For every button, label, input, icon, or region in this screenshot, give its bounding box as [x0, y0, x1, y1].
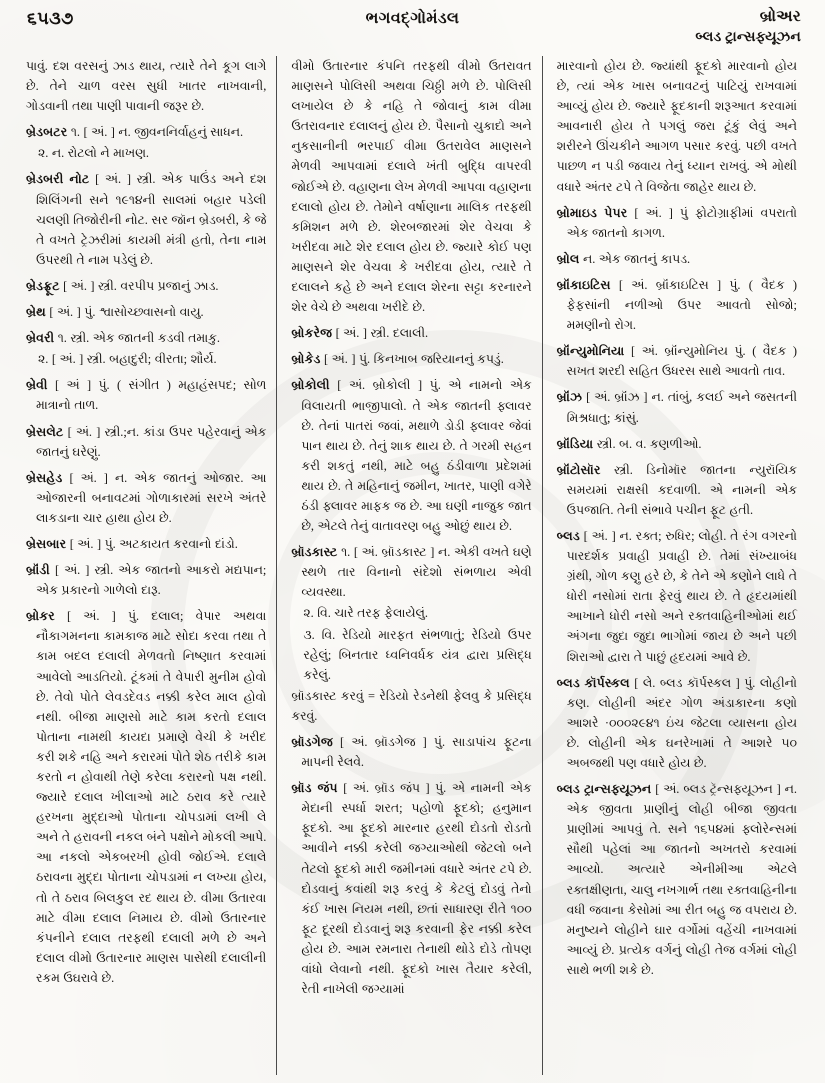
entry-headword: બ્રેસલેટ — [26, 424, 64, 439]
guide-word-first: બ્રોઅર — [759, 8, 801, 25]
entry-headword: બ્રોકેડ — [291, 352, 321, 367]
entry-definition: [ અં. ] સ્ત્રી.;ન. કાંડા ઉપર પહેરવાનું એક જાતનું ઘરેણું. — [36, 424, 267, 459]
dictionary-entry — [26, 468, 266, 528]
entry-headword: બ્રૉંટોસૉર — [556, 462, 601, 477]
column-2 — [276, 56, 541, 1075]
entry-headword: બ્રોલ — [556, 251, 580, 266]
entry-sense — [291, 603, 531, 623]
entry-paragraph-text: ૨. [ અં. ] સ્ત્રી. બહાદુરી; વીરતા; શૌર્ય. — [38, 352, 217, 367]
column-3 — [542, 56, 807, 1075]
dictionary-entry — [557, 779, 797, 980]
dictionary-entry — [557, 275, 797, 335]
dictionary-entry — [26, 302, 266, 322]
entry-headword: બ્રૉંડિયા — [556, 436, 594, 451]
entry-paragraph-text: ૨. વિ. ચારે તરફ ફેલાયેલું. — [303, 606, 428, 621]
dictionary-entry — [26, 606, 266, 988]
dictionary-entry — [26, 375, 266, 415]
entry-definition: [ અં. ] પું ફોટોગ્રાફીમાં વપરાતો એક જાતનો કાગળ. — [566, 205, 797, 240]
entry-definition: [ અં. બ્રૉંકાઇટિસ ] પું. ( વૈદક ) ફેફસાંની નળીઓ ઉપર આવતો સોજો; મમણીનો રોગ. — [566, 277, 797, 333]
entry-sense — [291, 625, 531, 685]
entry-paragraph-text: બ્રૉડકાસ્ટ કરવું = રેડિયો રેડનેથી ફેલવુ કે પ્રસિદ્ધ કરવું. — [291, 688, 532, 723]
entry-definition: [ અં. ] ન. રક્ત; રુધિર; લોહી. તે રંગ વગરનો પારદર્શક પ્રવાહી પ્રવાહી છે. તેમાં સંખ્યાબંધ ગ્રંથી, ગોળ કણુ હરે છે, કે તેને એ કણોને લાધે તે ધોરી નસોમાં રાતા ફેરવું થાય છે. તે હૃદયમાંથી આખાને ધોરી નસો અને રક્તવાહિનીઓમાં થઈ અંગના જુદા જુદા ભાગોમાં જાય છે અને પછી શિરાઓ દ્વારા તે પાછું હૃદયમાં આવે છે. — [566, 528, 797, 664]
entry-definition: ન. એક જાતનું કાપડ. — [582, 251, 691, 266]
entry-definition: [ અં. બ્રોકોલી ] પું. એ નામનો એક વિલાયતી ભાજીપાલો. તે એક જાતની ફ્લાવર છે. તેનાં પાતરાં જવાં, મથાળે ડોડી ફ્લાવર જેવાં પાન થાય છે. તેનું શાક થાય છે. તે ગરમી સહન કરી શકતું નથી, માટે બહુ ઠંડીવાળા પ્રદેશમાં થાય છે. તે મહિનાનું જમીન, ખાતર, પાણી વગેરે ઠંડી ફ્લાવર માફક જ છે. આ ઘણી નાજુક જાત છે, એટલે તેનું વાતાવરણ બહુ ઓછું થાય છે. — [301, 378, 532, 534]
entry-headword: બ્રોકર — [26, 609, 55, 624]
entry-headword: બ્લડ ટ્રાન્સફ્યૂઝન — [556, 782, 652, 797]
dictionary-entry — [557, 249, 797, 269]
entry-headword: બ્રૉંકાઇટિસ — [556, 277, 611, 292]
dictionary-entry — [557, 203, 797, 243]
entry-definition: [ અં. બ્રૉંન્યુમોનિય પું. ( વૈદક ) સખત શરદી સહિત ઉધરસ સાથે આવતો તાવ. — [566, 344, 797, 379]
dictionary-entry — [557, 673, 797, 773]
dictionary-entry — [291, 542, 531, 602]
dictionary-entry — [26, 328, 266, 348]
entry-headword: બ્રૉંઝ — [556, 390, 583, 405]
column-1 — [22, 56, 276, 1075]
entry-definition: ૧. [ અં. બ્રૉડકાસ્ટ ] ન. એકી વખતે ઘણે સ્થળે તાર વિનાનો સંદેશો સંભળાય એવી વ્યવસ્થા. — [301, 545, 532, 600]
entry-definition: [ લે. બ્લડ કૉર્પસ્કલ ] પું. લોહીનો કણ. લોહીની અંદર ગોળ અંડાકારના કણો આશરે ·૦૦૦૨૯૪૧ ઇંચ જેટલા વ્યાસના હોય છે. લોહીની એક ઘનરેખામાં તે આશરે ૫૦ અબજથી પણ વધારે હોય છે. — [566, 675, 797, 770]
entry-definition: [ અં. બ્રૉડ જંપ ] પું. એ નામની એક મેદાની સ્પર્ધા શરત; પહોળો ફૂદકો; હનુમાન ફૂદકો. આ ફૂદકો મારનાર હરથી દોડતો રોડતો આવીને નક્કી કરેલી જગ્યાઓથી જેટલો બને તેટલો ફૂદકો મારી જમીનમાં વધારે અંતર ટપે છે. દોડવાનું કવાંથી શરૂ કરવું કે કેટલું દોડવું તેનો કંઈ ખાસ નિયમ નથી, છતાં સાધારણ રીતે ૧૦૦ ફૂટ દૂરથી દોડવાનું શરૂ કરવાની ફેર નક્કી કરેલ હોય છે. આમ રમનારા તેનાથી થોડે દોડે તોપણ વાંધો લેવાનો નથી. ફૂદકો ખાસ તૈયાર કરેલી, રેતી નાખેલી જગ્યામાં — [301, 781, 532, 997]
entry-definition: [ અં. ] પું. દલાલ; વેપાર અથવા નૌકાગમનના કામકાજ માટે સોદા કરવા તથા તે કામ બદલ દલાલી મેળવતો નિષ્ણાત કરવામાં આવેલો આડતિયો. ટૂંકમાં તે વેપારી મુનીમ હોવો છે. તેવો પોતે લેવડદેવડ નક્કી કરેલ માલ હોવો નથી. બીજા માણસો માટે કામ કરતો દલાલ પોતાના નામથી કાયદા પ્રમાણે વેચી કે ખરીદ કરી શકે નહિ અને કરારમાં પોતે શેઠ તરીકે કામ કરતો ન હોવાથી તેણે કરેલા કરારનો પક્ષ નથી. જ્યારે દલાલ ખીલાઓ માટે ઠરાવ કરે ત્યારે હરખના મુદ્દાઓ પોતાના ચોપડામાં લખી લે અને તે હરાવની નકલ બંને પક્ષોને મોકલી આપે. આ નકલો એકબરખી હોવી જોઈએ. દલાલે ઠરાવના મુદ્દા પોતાના ચોપડામાં ન લખ્યા હોય, તો તે ઠરાવ બિલકુલ રદ થાય છે. વીમા ઉતારવા માટે વીમા દલાલ નિમાય છે. વીમો ઉતારનાર કંપનીને દલાલ તરફથી દલાલી મળે છે અને દલાલ વીમો ઉતારનાર માણસ પાસેથી દલાલીની રકમ ઉઘરાવે છે. — [36, 609, 267, 985]
entry-definition: [ અં. ] સ્ત્રી. એક પાઉંડ અને દશ શિલિંગની સને ૧૯૧૪ની સાલમાં બહાર પડેલી ચલણી તિજોરીની નોટ. સર જૉન બ્રેડબરી, કે જે તે વખતે ટ્રેઝરીમાં કાયમી મંત્રી હતો, તેના નામ ઉપરથી તે નામ પડેલું છે. — [36, 172, 267, 267]
entry-definition: [ અં. બ્રૉડગેજ ] પું. સાડાપાંચ ફૂટના માપની રેલવે. — [301, 735, 532, 770]
guide-words — [695, 6, 801, 49]
entry-headword: બ્રેડબટર — [26, 125, 68, 140]
entry-definition: [ અં. બ્લડ ટ્રૅન્સફ્યૂઝન ] ન. એક જીવતા પ્રાણીનું લોહી બીજા જીવતા પ્રાણીમાં આપવું તે. સને ૧૬૫૪માં ફ્લોરેન્સમાં સૌથી પહેલાં આ જાતનો અખતરો કરવામાં આવ્યો. અત્યારે એનીમીઆ એટલે રક્તક્ષીણતા, ચાલુ નખગાર્ભ તથા રક્તવાહિનીના વધી જવાના કેસોમાં આ રીત બહુ જ વપરાય છે. મનુષ્યને લોહીને ઘાર વર્ગોમાં વહેંચી નાખવામાં આવ્યું છે. પ્રત્યેક વર્ગનું લોહી તેજ વર્ગમાં લોહી સાથે ભળી શકે છે. — [566, 782, 797, 977]
dictionary-entry — [26, 276, 266, 296]
entry-headword: બ્રોકોલી — [291, 378, 330, 393]
entry-sense — [26, 349, 266, 369]
entry-continuation — [557, 56, 797, 197]
entry-definition: [ અં. ] પું. શ્વાસોચ્છ્વાસનો વાયુ. — [49, 305, 204, 320]
entry-definition: [ અં. ] ન. એક જાતનું ઓજાર. આ ઓજારની બનાવટમાં ગોળાકારમાં સરખે અંતરે લાકડાના ચાર હાથા હોય છે. — [36, 470, 267, 525]
entry-headword: બ્રોકરેજ — [291, 326, 333, 341]
entry-paragraph-text: પાવું. દશ વરસનું ઝાડ થાય, ત્યારે તેને કૂગ લાગે છે. તેને ચાળ વરસ સુધી ખાતર નાખવાની, ગોડવાની તથા પાણી પાવાની જરૂર છે. — [26, 59, 267, 114]
dictionary-entry — [291, 349, 531, 369]
book-title: ભગવદ્ગોમંડલ — [365, 10, 460, 27]
page-folio-number: ૬૫૩૭ — [27, 8, 74, 28]
entry-headword: બ્રૉંડી — [26, 563, 50, 578]
dictionary-entry — [26, 422, 266, 462]
entry-headword: બ્રેસબાર — [26, 536, 67, 551]
entry-definition: [ અં. ] સ્ત્રી. દલાલી. — [335, 326, 429, 341]
dictionary-entry — [557, 387, 797, 427]
entry-definition: [ અં. ] પું. કિનખાબ જરિયાનનું કપડું. — [324, 352, 504, 367]
dictionary-entry — [291, 375, 531, 536]
dictionary-entry — [557, 526, 797, 667]
dictionary-entry — [26, 169, 266, 269]
entry-headword: બ્રોમાઇડ પેપર — [556, 205, 628, 220]
text-columns — [22, 56, 807, 1075]
running-head — [0, 0, 825, 52]
entry-continuation — [26, 56, 266, 116]
entry-paragraph-text: મારવાનો હોય છે. જ્યાંથી ફૂદકો મારવાનો હોય છે, ત્યાં એક ખાસ બનાવટનું પાટિયું રાખવામાં આવ્યું હોય છે. જ્યારે ફૂદકાની શરૂઆત કરવામાં આવનારી હોય તે પગલું જરા ટૂંકું લેવું અને શરીરને ઊંચકીને આગળ પસાર કરવું. પછી વખતે પાછળ ન પડી જવાય તેનું ધ્યાન રાખવું. એ મોથી વધારે અંતર ટપે તે વિજેતા જાહેર થાય છે. — [556, 59, 797, 194]
entry-sense — [26, 143, 266, 163]
entry-headword: બ્રૉંન્યુમોનિયા — [556, 344, 625, 359]
entry-headword: બ્રૉડ જંપ — [291, 781, 338, 796]
entry-continuation — [291, 686, 531, 726]
guide-word-last: બ્લડ ટ્રાન્સફ્યૂઝન — [695, 30, 801, 46]
dictionary-entry — [557, 460, 797, 520]
entry-definition: [ અં. ] પું. અટકાયત કરવાનો દાંડો. — [69, 536, 238, 551]
dictionary-entry — [291, 732, 531, 772]
dictionary-entry — [26, 122, 266, 142]
dictionary-entry — [26, 560, 266, 600]
dictionary-entry — [557, 434, 797, 454]
entry-paragraph-text: ૩. વિ. રેડિયો મારફત સંભળાતું; રેડિયો ઉપર રહેલું; બિનતાર ધ્વનિવર્ધક યંત્ર દ્વારા પ્રસિદ્ધ કરેલું. — [303, 627, 532, 682]
entry-headword: બ્રેડબરી નોટ — [26, 172, 90, 187]
entry-definition: સ્ત્રી. ડિનોમૉર જાતના ન્યુરૉયિક સમયમાં રાક્ષસી કદવાળી. એ નામની એક ઉપજાતિ. તેની સંભાવે પચીન ફૂટ હતી. — [566, 462, 797, 517]
dictionary-entry — [26, 534, 266, 554]
entry-headword: બ્રેવી — [26, 378, 48, 393]
entry-headword: બ્રૉડગેજ — [291, 735, 333, 749]
entry-headword: બ્રેડફ્રૂટ — [26, 278, 60, 293]
entry-headword: બ્રેસહેડ — [26, 470, 63, 485]
entry-definition: [ અં. ] સ્ત્રી. વરપીપ પ્રજાનું ઝાડ. — [63, 278, 219, 293]
entry-definition: [ અં. બ્રૉંઝ ] ન. તાંબું, કલઈ અને જસતની મિશ્રધાતુ; કાંસું. — [566, 390, 797, 425]
entry-definition: સ્ત્રી. બ. વ. કણળીઓ. — [596, 436, 702, 451]
entry-headword: બ્લડ કૉર્પસ્કલ — [556, 675, 630, 690]
dictionary-entry — [291, 323, 531, 343]
dictionary-entry — [291, 778, 531, 999]
entry-definition: ૧. સ્ત્રી. એક જાતની કડવી તમાકુ. — [57, 331, 221, 346]
entry-paragraph-text: ૨. ન. રોટલો ને માખણ. — [38, 146, 149, 161]
entry-headword: બ્રૉડકાસ્ટ — [291, 545, 338, 560]
dictionary-entry — [557, 341, 797, 381]
entry-headword: બ્રેવરી — [26, 331, 55, 346]
entry-definition: [ અં. ] સ્ત્રી. એક જાતનો આકરો મદ્યપાન; એક પ્રકારનો ગાળેલો દારૂ. — [36, 563, 267, 598]
entry-paragraph-text: વીમો ઉતારનાર કંપનિ તરફથી વીમો ઉતરાવત માણસને પોલિસી અથવા ચિઠ્ઠી મળે છે. પોલિસી લખાયેલ છે કે નહિ તે જોવાનું કામ વીમા ઉતરાવનાર દલાલનું હોય છે. પૈસાનો ચુકાદો અને નુકસાનીની ભરપાઈ વીમા ઉતરાવેલ માણસને મેળવી આપવામાં દલાલે ખંતી બુદ્ધિ વાપરવી જોઈએ છે. વહાણના લેખ મેળવી આપવા વહાણના દલાલો હોય છે. તેમોને વર્ષાણાના માલિક તરફથી કમિશન મળે છે. શેરબજારમાં શેર વેચવા કે ખરીદવા માટે શેર દલાલ હોય છે. જ્યારે કોઈ પણ માણસને શેર વેચવા કે ખરીદવા હોય, ત્યારે તે દલાલને કહે છે અને દલાલ શેરના સટ્ટા કરનારને શેર વેચે છે અથવા ખરીદે છે. — [291, 59, 532, 315]
entry-headword: બ્લડ — [556, 528, 580, 543]
entry-definition: [ અં ] પું. ( સંગીત ) મહાહંસપદ; સોળ માત્રાનો તાળ. — [36, 378, 267, 413]
entry-headword: બ્રેથ — [26, 305, 46, 320]
entry-continuation — [291, 56, 531, 317]
entry-definition: ૧. [ અં. ] ન. જીવનનિર્વાહનું સાધન. — [70, 125, 244, 140]
